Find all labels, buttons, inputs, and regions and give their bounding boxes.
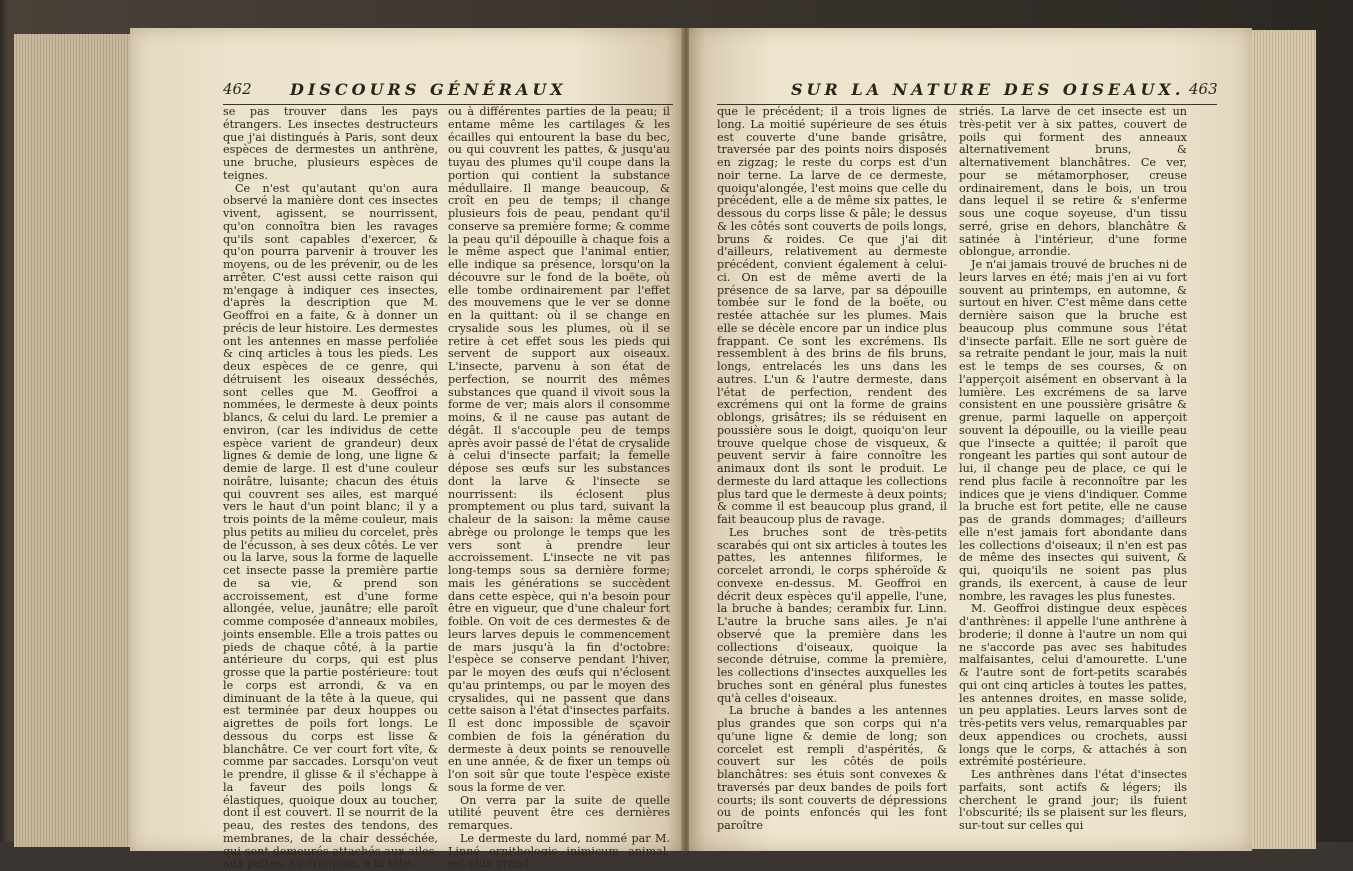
paragraph: On verra par la suite de quelle utilité peuvent être ces dernières remarques. xyxy=(448,795,670,833)
right-page-edges xyxy=(1252,30,1316,849)
paragraph: M. Geoffroi distingue deux espèces d'anthrènes: il appelle l'une anthrène à broderie; il donne à l'autre un nom qui ne s'accorde pas avec ses habitudes malfaisantes, celui d'amourette. L'une & l'autre sont de fort-petits scarabés qui ont cinq articles à toutes les pattes, les antennes droites, en masse solide, un peu applaties. Leurs larves sont de très-petits vers velus, remarquables par deux appendices ou crochets, aussi longs que le corps, & attachés à son extrémité postérieure. xyxy=(959,603,1187,769)
paragraph: Ce n'est qu'autant qu'on aura observé la manière dont ces insectes vivent, agissent, se nourrissent, qu'on connoîtra bien les ravages qu'ils sont capables d'exercer, & qu'on pourra parvenir à trouver les moyens, ou de les prévenir, ou de les arrêter. C'est aussi cette raison qui m'engage à indiquer ces insectes, d'après la description que M. Geoffroi en a faite, & à donner un précis de leur histoire. Les dermestes ont les antennes en masse perfoliée & cinq articles à tous les pieds. Les deux espèces de ce genre, qui détruisent les oiseaux desséchés, sont celles que M. Geoffroi a nommées, le dermeste à deux points blancs, & celui du lard. Le premier a environ, (car les individus de cette espèce varient de grandeur) deux lignes & demie de long, une ligne & demie de large. Il est d'une couleur noirâtre, luisante; chacun des étuis qui couvrent ses ailes, est marqué vers le haut d'un point blanc; il y a trois points de la même couleur, mais plus petits au milieu du corcelet, près de l'écusson, à ses deux côtés. Le ver ou la larve, sous la forme de laquelle cet insecte passe la première partie de sa vie, & prend son accroissement, est d'une forme allongée, velue, jaunâtre; elle paroît comme composée d'anneaux mobiles, joints ensemble. Elle a trois pattes ou pieds de chaque côté, à la partie antérieure du corps, qui est plus grosse que la partie postérieure: tout le corps est arrondi, & va en diminuant de la tête à la queue, qui est terminée par deux houppes ou aigrettes de poils fort longs. Le dessous du corps est lisse & blanchâtre. Ce ver court fort vîte, & comme par saccades. Lorsqu'on veut le prendre, il glisse & il s'échappe à la faveur des poils longs & élastiques, quoique doux au toucher, dont il est couvert. Il se nourrit de la peau, des restes des tendons, des membranes, de la chair desséchée, qui sont demeurés attachés aux ailes, aux pattes, au croupion, à la tête, xyxy=(223,183,438,871)
paragraph: Les anthrènes dans l'état d'insectes parfaits, sont actifs & légers; ils cherchent le grand jour; ils fuient l'obscurité; ils se plaisent sur les fleurs, sur-tout sur celles qui xyxy=(959,769,1187,833)
right-page xyxy=(689,28,1252,851)
right-header xyxy=(689,80,1252,104)
left-header xyxy=(130,80,683,104)
left-running-head: DISCOURS GÉNÉRAUX xyxy=(290,80,567,99)
left-page xyxy=(130,28,683,851)
paragraph: Je n'ai jamais trouvé de bruches ni de leurs larves en été; mais j'en ai vu fort souvent au printemps, en automne, & surtout en hiver. C'est même dans cette dernière saison que la bruche est beaucoup plus commune sous l'état d'insecte parfait. Elle ne sort guère de sa retraite pendant le jour, mais la nuit est le temps de ses courses, & on l'apperçoit aisément en observant à la lumière. Les excrémens de sa larve consistent en une poussière grisâtre & grenue, parmi laquelle on apperçoit souvent la dépouille, ou la vieille peau que l'insecte a quittée; il paroît que rongeant les parties qui sont autour de lui, il change peu de place, ce qui le rend plus facile à reconnoître par les indices que je viens d'indiquer. Comme la bruche est fort petite, elle ne cause pas de grands dommages; d'ailleurs elle n'est jamais fort abondante dans les collections d'oiseaux; il n'en est pas de même des insectes qui suivent, & qui, quoiqu'ils ne soient pas plus grands, ils exercent, à cause de leur nombre, les ravages les plus funestes. xyxy=(959,259,1187,603)
right-page-number: 463 xyxy=(1189,80,1218,98)
paragraph: Les bruches sont de très-petits scarabés qui ont six articles à toutes les pattes, les antennes filiformes, le corcelet arrondi, le corps sphéroïde & convexe en-dessus. M. Geoffroi en décrit deux espèces qu'il appelle, l'une, la bruche à bandes; cerambix fur. Linn. L'autre la bruche sans ailes. Je n'ai observé que la première dans les collections d'oiseaux, quoique la seconde détruise, comme la première, les collections d'insectes auxquelles les bruches sont en général plus funestes qu'à celles d'oiseaux. xyxy=(717,527,947,706)
paragraph: que le précédent; il a trois lignes de long. La moitié supérieure de ses étuis est couverte d'une bande grisâtre, traversée par des points noirs disposés en zigzag; le reste du corps est d'un noir terne. La larve de ce dermeste, quoiqu'alongée, l'est moins que celle du précédent, elle a de même six pattes, le dessous du corps lisse & pâle; le dessus & les côtés sont couverts de poils longs, bruns & roides. Ce que j'ai dit d'ailleurs, relativement au dermeste précédent, convient également à celui-ci. On est de même averti de la présence de sa larve, par sa dépouille tombée sur le fond de la boëte, ou restée attachée sur les plumes. Mais elle se décèle encore par un indice plus frappant. Ce sont les excrémens. Ils ressemblent à des brins de fils bruns, longs, entrelacés les uns dans les autres. L'un & l'autre dermeste, dans l'état de perfection, rendent des excrémens qui ont la forme de grains oblongs, grisâtres; ils se réduisent en poussière sous le doigt, quoiqu'on leur trouve quelque chose de visqueux, & peuvent servir à faire connoître les animaux dont ils sont le produit. Le dermeste du lard attaque les collections plus tard que le dermeste à deux points; & comme il est beaucoup plus grand, il fait beaucoup plus de ravage. xyxy=(717,106,947,527)
right-column-1 xyxy=(717,106,947,796)
right-column-2 xyxy=(959,106,1187,796)
paragraph: ou à différentes parties de la peau; il entame même les cartilages & les écailles qui entourent la base du bec, ou qui couvrent les pattes, & jusqu'au tuyau des plumes qu'il coupe dans la portion qui contient la substance médullaire. Il mange beaucoup, & croît en peu de temps; il change plusieurs fois de peau, pendant qu'il conserve sa première forme; & comme la peau qu'il dépouille à chaque fois a le même aspect que l'animal entier, elle indique sa présence, lorsqu'on la découvre sur le fond de la boëte, où elle tombe ordinairement par l'effet des mouvemens que le ver se donne en la quittant: où il se change en crysalide sous les plumes, où il se retire à cet effet sous les pieds qui servent de support aux oiseaux. L'insecte, parvenu à son état de perfection, se nourrit des mêmes substances que quand il vivoit sous la forme de ver; mais alors il consomme moins, & il ne cause pas autant de dégât. Il s'accouple peu de temps après avoir passé de l'état de crysalide à celui d'insecte parfait; la femelle dépose ses œufs sur les substances dont la larve & l'insecte se nourrissent: ils éclosent plus promptement ou plus tard, suivant la chaleur de la saison: la même cause abrège ou prolonge le temps que les vers sont à prendre leur accroissement. L'insecte ne vit pas long-temps sous sa dernière forme; mais les générations se succèdent dans cette espèce, qui n'a besoin pour être en vigueur, que d'une chaleur fort foible. On voit de ces dermestes & de leurs larves depuis le commencement de mars jusqu'à la fin d'octobre: l'espèce se conserve pendant l'hiver, par le moyen des œufs qui n'éclosent qu'au printemps, ou par le moyen des crysalides, qui ne passent que dans cette saison à l'état d'insectes parfaits. Il est donc impossible de sçavoir combien de fois la génération du dermeste à deux points se renouvelle en une année, & de fixer un temps où l'on soit sûr que toute l'espèce existe sous la forme de ver. xyxy=(448,106,670,795)
paragraph: striés. La larve de cet insecte est un très-petit ver à six pattes, couvert de poils qui forment des anneaux alternativement bruns, & alternativement blanchâtres. Ce ver, pour se métamorphoser, creuse ordinairement, dans le bois, un trou dans lequel il se retire & s'enferme sous une coque soyeuse, d'un tissu serré, grise en dehors, blanchâtre & satinée à l'intérieur, d'une forme oblongue, arrondie. xyxy=(959,106,1187,259)
paragraph: se pas trouver dans les pays étrangers. Les insectes destructeurs que j'ai distingués à Paris, sont deux espèces de dermestes un anthrène, une bruche, plusieurs espèces de teignes. xyxy=(223,106,438,183)
left-page-number: 462 xyxy=(223,80,252,98)
left-page-edges xyxy=(14,34,130,847)
left-column-2 xyxy=(448,106,670,796)
left-column-1 xyxy=(223,106,438,796)
paragraph: La bruche à bandes a les antennes plus grandes que son corps qui n'a qu'une ligne & demie de long; son corcelet est rempli d'aspérités, & couvert sur les côtés de poils blanchâtres: ses étuis sont convexes & traversés par deux bandes de poils fort courts; ils sont couverts de dépressions ou de points enfoncés qui les font paroître xyxy=(717,705,947,833)
paragraph: Le dermeste du lard, nommé par M. Linné ornithologis inimicum animal, est plus grand xyxy=(448,833,670,871)
right-running-head: SUR LA NATURE DES OISEAUX. xyxy=(791,80,1184,99)
